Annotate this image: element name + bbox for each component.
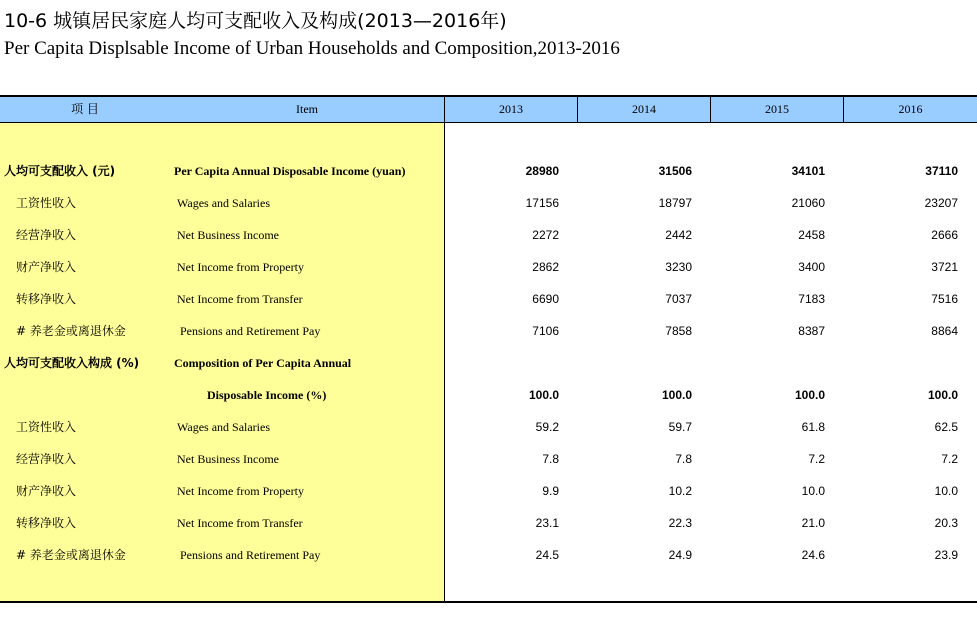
value-cell-2014: 22.3 — [668, 516, 692, 530]
row-label-chinese: # 养老金或离退休金 — [16, 324, 126, 338]
value-cell-2016: 62.5 — [934, 420, 958, 434]
value-cell-2015: 3400 — [798, 260, 825, 274]
value-cell-2015: 61.8 — [801, 420, 825, 434]
value-cell-2015: 24.6 — [801, 548, 825, 562]
value-cell-2013: 9.9 — [542, 484, 559, 498]
value-cell-2015: 7183 — [798, 292, 825, 306]
value-cell-2016: 7516 — [931, 292, 958, 306]
value-cell-2013: 100.0 — [528, 388, 559, 402]
table-row — [0, 155, 977, 187]
value-cell-2013: 28980 — [525, 164, 559, 178]
table-row — [0, 475, 977, 507]
value-cell-2013: 17156 — [525, 196, 559, 210]
table-row — [0, 187, 977, 219]
header-year-2014: 2014 — [632, 102, 656, 116]
table-row — [0, 507, 977, 539]
row-label-english: Net Business Income — [177, 228, 279, 242]
table-row — [0, 539, 977, 571]
value-cell-2015: 2458 — [798, 228, 825, 242]
value-cell-2013 — [479, 347, 559, 379]
value-cell-2016: 100.0 — [927, 388, 958, 402]
value-cell-2014: 2442 — [665, 228, 692, 242]
value-cell-2016: 8864 — [931, 324, 958, 338]
row-label-english: Wages and Salaries — [177, 196, 270, 210]
table-title-english: Per Capita Displsable Income of Urban Households and Composition,2013-2016 — [4, 38, 620, 59]
value-cell-2014: 7858 — [665, 324, 692, 338]
value-cell-2013: 2272 — [532, 228, 559, 242]
value-cell-2014: 59.7 — [668, 420, 692, 434]
value-cell-2014: 7.8 — [675, 452, 692, 466]
value-cell-2016: 7.2 — [941, 452, 958, 466]
table-row — [0, 411, 977, 443]
value-cell-2016: 37110 — [925, 164, 958, 178]
table-bottom-rule — [0, 601, 977, 603]
table-row — [0, 283, 977, 315]
row-label-english: Net Income from Property — [177, 484, 304, 498]
table-row — [0, 315, 977, 347]
value-cell-2014: 24.9 — [668, 548, 692, 562]
row-label-english: Composition of Per Capita Annual — [174, 356, 352, 370]
value-cell-2013: 24.5 — [535, 548, 559, 562]
value-cell-2014: 31506 — [658, 164, 692, 178]
value-cell-2014 — [612, 347, 692, 379]
value-cell-2016: 23.9 — [934, 548, 958, 562]
row-label-chinese: 财产净收入 — [16, 260, 77, 274]
value-cell-2015: 8387 — [798, 324, 825, 338]
row-label-chinese: 人均可支配收入构成 (%) — [4, 356, 140, 370]
value-cell-2013: 23.1 — [535, 516, 559, 530]
value-cell-2016 — [878, 347, 958, 379]
value-cell-2015: 7.2 — [808, 452, 825, 466]
value-cell-2015: 21.0 — [801, 516, 825, 530]
value-cell-2014: 3230 — [665, 260, 692, 274]
row-label-english: Net Income from Property — [177, 260, 304, 274]
row-label-chinese: 工资性收入 — [16, 420, 77, 434]
row-label-chinese: 经营净收入 — [16, 228, 77, 242]
data-table — [0, 95, 977, 603]
value-cell-2015: 10.0 — [801, 484, 825, 498]
value-cell-2014: 18797 — [658, 196, 692, 210]
table-row — [0, 219, 977, 251]
table-row — [0, 443, 977, 475]
row-label-chinese: 工资性收入 — [16, 196, 77, 210]
header-year-2016: 2016 — [898, 102, 923, 116]
value-cell-2015 — [745, 347, 825, 379]
row-label-chinese: 转移净收入 — [16, 516, 77, 530]
row-label-english: Pensions and Retirement Pay — [180, 324, 321, 338]
table-row — [0, 379, 977, 411]
header-year-2015: 2015 — [765, 102, 789, 116]
row-label-english: Net Income from Transfer — [177, 516, 303, 530]
value-cell-2014: 100.0 — [661, 388, 692, 402]
value-cell-2016: 2666 — [931, 228, 958, 242]
row-label-chinese: 经营净收入 — [16, 452, 77, 466]
value-cell-2015: 34101 — [791, 164, 825, 178]
row-label-english: Net Income from Transfer — [177, 292, 303, 306]
row-label-english: Wages and Salaries — [177, 420, 270, 434]
header-item-english: Item — [296, 102, 318, 116]
row-label-english: Net Business Income — [177, 452, 279, 466]
row-label-english: Per Capita Annual Disposable Income (yuan) — [174, 164, 406, 178]
value-cell-2016: 23207 — [924, 196, 958, 210]
table-title-chinese: 10-6 城镇居民家庭人均可支配收入及构成(2013—2016年) — [4, 10, 507, 32]
value-cell-2013: 7106 — [532, 324, 559, 338]
value-cell-2015: 21060 — [791, 196, 825, 210]
header-item-chinese: 项 目 — [71, 102, 99, 116]
header-year-2013: 2013 — [499, 102, 523, 116]
row-label-english: Disposable Income (%) — [207, 388, 327, 402]
row-label-chinese: 转移净收入 — [16, 292, 77, 306]
value-cell-2013: 6690 — [532, 292, 559, 306]
row-label-chinese: 财产净收入 — [16, 484, 77, 498]
table-header — [0, 97, 977, 123]
value-cell-2015: 100.0 — [794, 388, 825, 402]
row-label-chinese: 人均可支配收入 (元) — [4, 164, 116, 178]
row-label-english: Pensions and Retirement Pay — [180, 548, 321, 562]
value-cell-2016: 3721 — [931, 260, 958, 274]
value-cell-2013: 59.2 — [535, 420, 559, 434]
value-cell-2016: 20.3 — [934, 516, 958, 530]
value-cell-2016: 10.0 — [934, 484, 958, 498]
row-label-chinese: # 养老金或离退休金 — [16, 548, 126, 562]
value-cell-2013: 2862 — [532, 260, 559, 274]
table-row — [0, 347, 977, 379]
value-cell-2013: 7.8 — [542, 452, 559, 466]
value-cell-2014: 7037 — [665, 292, 692, 306]
table-row — [0, 251, 977, 283]
value-cell-2014: 10.2 — [668, 484, 692, 498]
